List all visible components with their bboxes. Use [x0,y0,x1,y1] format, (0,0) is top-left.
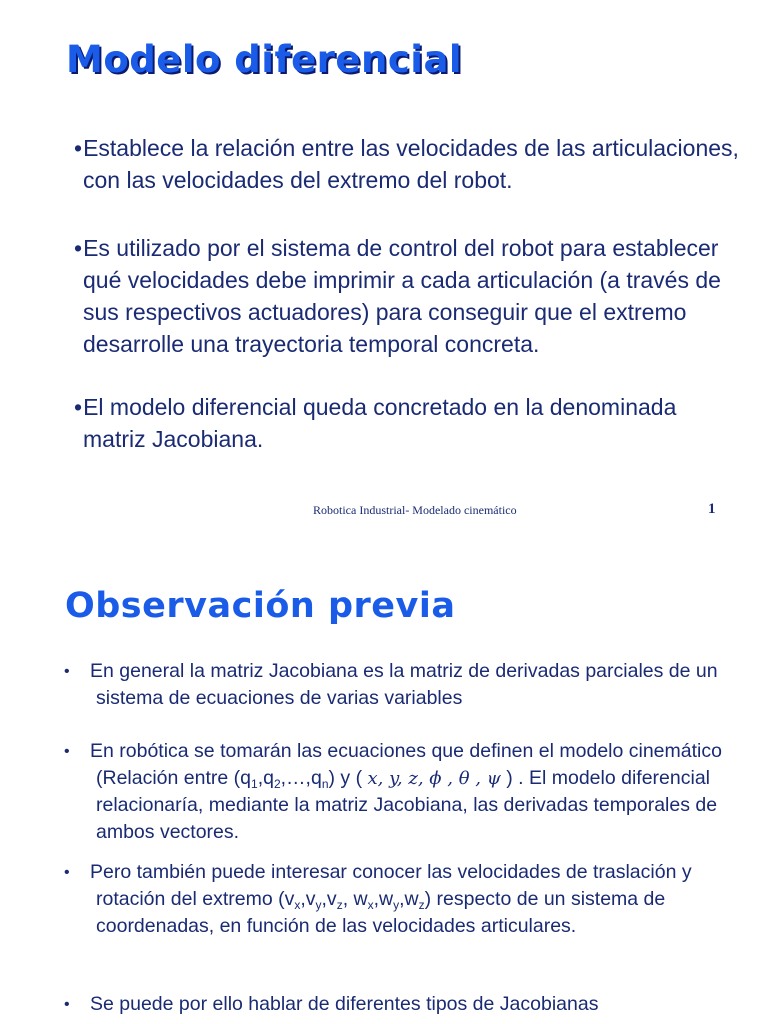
item-text: En general la matriz Jacobiana es la matriz de derivadas parciales de un sistema de ecuaciones de varias variables [90,660,718,709]
slide-footer: Robotica Industrial- Modelado cinemático [313,503,517,517]
paragraph-text: Es utilizado por el sistema de control del robot para establecer qué velocidades debe imprimir a cada articulación (a través de sus respectivos actuadores) para conseguir que el extremo desarrolle una trayectoria temporal concreta. [83,235,721,357]
bullet: • [64,996,70,1013]
slide1-paragraph-2 [74,232,743,360]
bullet: • [74,235,83,261]
item-text: En robótica se tomarán las ecuaciones que definen el modelo cinemático (Relación entre $(q_1,q_2,\dots,q_n)$ y ( x, y, z, ϕ , θ , ψ ) . El modelo diferencial relacionaría, mediante la matriz Jacobiana, las derivadas temporales de ambos vectores. [90,740,722,843]
pose-symbols: x, y, z, ϕ , θ , ψ [367,768,501,789]
paragraph-text: Establece la relación entre las velocidades de las articulaciones, con las velocidades del extremo del robot. [83,135,739,193]
bullet: • [64,743,70,760]
paragraph-text: El modelo diferencial queda concretado en la denominada matriz Jacobiana. [83,394,677,452]
item-text: Pero también puede interesar conocer las velocidades de traslación y rotación del extremo ($v_x,v_y,v_z$, $w_x,w_y,w_z$) respecto de un sistema de coordenadas, en función de las velocidades articulares. [90,861,692,937]
item-text: Se puede por ello hablar de diferentes tipos de Jacobianas [90,993,599,1015]
slide2-item-3 [64,859,744,940]
slide2-title: Observación previa [65,586,456,626]
slide2-item-2 [64,738,744,846]
bullet: • [74,394,83,420]
bullet: • [74,135,83,161]
slide1-title: Modelo diferencial [66,38,463,81]
slide1-paragraph-3 [74,391,743,455]
bullet: • [64,864,70,881]
slide1-paragraph-1 [74,132,743,196]
slide2-item-4 [64,991,744,1018]
bullet: • [64,663,70,680]
slide2-item-1 [64,658,744,712]
page-number: 1 [708,501,716,517]
